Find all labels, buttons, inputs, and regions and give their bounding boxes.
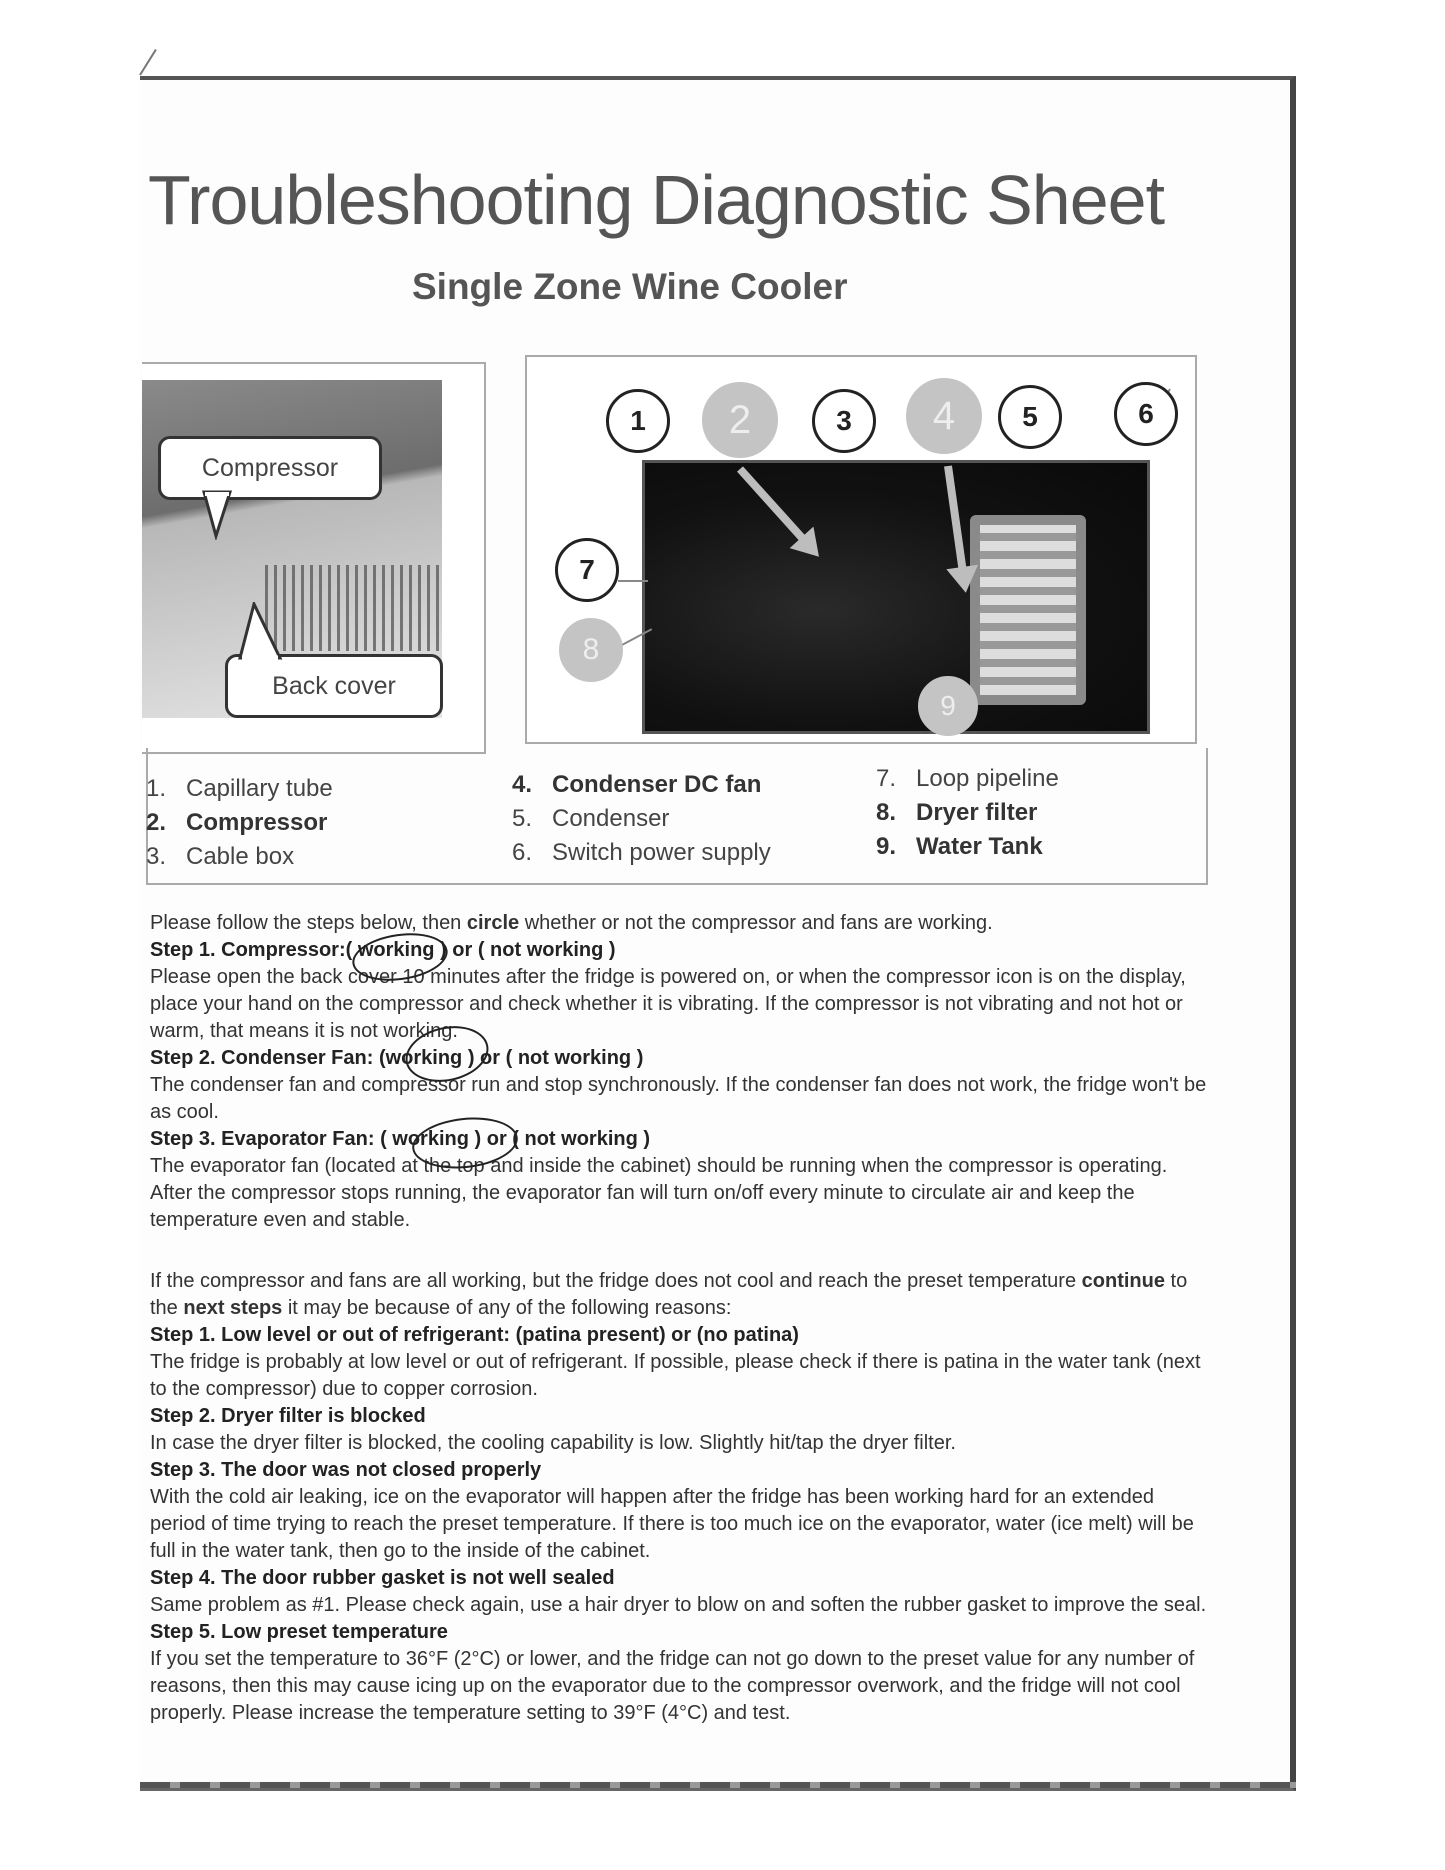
- callout-compressor-pointer: [200, 490, 240, 540]
- instructions-body: [150, 910, 1210, 1727]
- legend-column-2: [512, 768, 771, 870]
- legend-column-3: [876, 762, 1059, 864]
- legend-item: 1. Capillary tube: [146, 775, 333, 802]
- leader-7: [618, 580, 648, 582]
- callout-number-6: 6: [1114, 382, 1178, 446]
- step2-text: The condenser fan and compressor run and stop synchronously. If the condenser fan does not work, the fridge won't be as cool.: [150, 1074, 1207, 1123]
- step1-heading: Step 1. Compressor:( working ) or ( not working ): [150, 939, 616, 961]
- callout-number-9: 9: [918, 676, 978, 736]
- reason2-text: In case the dryer filter is blocked, the cooling capability is low. Slightly hit/tap the dryer filter.: [150, 1432, 956, 1454]
- section2-intro: If the compressor and fans are all working, but the fridge does not cool and reach the preset temperature continue to the next steps it may be because of any of the following reasons:: [150, 1270, 1188, 1319]
- legend-item: 9. Water Tank: [876, 833, 1043, 860]
- legend-item: 2. Compressor: [146, 809, 328, 836]
- reason3-heading: Step 3. The door was not closed properly: [150, 1459, 542, 1481]
- page-title: Troubleshooting Diagnostic Sheet: [148, 161, 1165, 239]
- callout-back-cover-pointer: [236, 602, 286, 662]
- callout-number-7: 7: [555, 538, 619, 602]
- legend-item: 6. Switch power supply: [512, 839, 771, 866]
- legend-item: 4. Condenser DC fan: [512, 771, 762, 798]
- callout-back-cover: Back cover: [225, 654, 443, 718]
- reason2-heading: Step 2. Dryer filter is blocked: [150, 1405, 426, 1427]
- legend-item: 8. Dryer filter: [876, 799, 1038, 826]
- reason5-heading: Step 5. Low preset temperature: [150, 1621, 448, 1643]
- page-subtitle: Single Zone Wine Cooler: [412, 266, 848, 307]
- step2-heading: Step 2. Condenser Fan: (working ) or ( not working ): [150, 1047, 644, 1069]
- callout-number-2: 2: [702, 382, 778, 458]
- reason3-text: With the cold air leaking, ice on the evaporator will happen after the fridge has been working hard for an extended period of time trying to reach the preset temperature. If there is too much ice on the evaporator, water (ice melt) will be full in the water tank, then go to the inside of the cabinet.: [150, 1486, 1194, 1562]
- legend-item: 7. Loop pipeline: [876, 765, 1059, 792]
- callout-number-1: 1: [606, 389, 670, 453]
- legend-item: 3. Cable box: [146, 843, 295, 870]
- legend-item: 5. Condenser: [512, 805, 670, 832]
- section1-intro: Please follow the steps below, then circle whether or not the compressor and fans are working.: [150, 912, 993, 934]
- reason5-text: If you set the temperature to 36°F (2°C) or lower, and the fridge can not go down to the preset value for any number of reasons, then this may cause icing up on the evaporator due to the compressor overwork, and the fridge will not cool properly. Please increase the temperature setting to 39°F (4°C) and test.: [150, 1648, 1195, 1724]
- page-bottom-edge: [140, 1782, 1296, 1788]
- reason1-heading: Step 1. Low level or out of refrigerant: (patina present) or (no patina): [150, 1324, 799, 1346]
- step1-text: Please open the back cover 10 minutes after the fridge is powered on, or when the compressor icon is on the display, place your hand on the compressor and check whether it is vibrating. If the compressor is not vibrating and not hot or warm, that means it is not working.: [150, 966, 1186, 1042]
- callout-number-4: 4: [906, 378, 982, 454]
- callout-compressor: Compressor: [158, 436, 382, 500]
- step3-heading: Step 3. Evaporator Fan: ( working ) or ( not working ): [150, 1128, 651, 1150]
- callout-number-3: 3: [812, 389, 876, 453]
- legend-column-1: [146, 772, 333, 874]
- reason1-text: The fridge is probably at low level or out of refrigerant. If possible, please check if there is patina in the water tank (next to the compressor) due to copper corrosion.: [150, 1351, 1201, 1400]
- callout-number-5: 5: [998, 385, 1062, 449]
- step3-text: The evaporator fan (located at the top and inside the cabinet) should be running when the compressor is operating. After the compressor stops running, the evaporator fan will turn on/off every minute to circulate air and keep the temperature even and stable.: [150, 1155, 1168, 1231]
- reason4-text: Same problem as #1. Please check again, use a hair dryer to blow on and soften the rubber gasket to improve the seal.: [150, 1594, 1207, 1616]
- condenser-coil-illustration: [970, 515, 1086, 705]
- reason4-heading: Step 4. The door rubber gasket is not well sealed: [150, 1567, 615, 1589]
- back-cover-grill: [265, 565, 445, 651]
- callout-number-8: 8: [559, 618, 623, 682]
- corner-mark: [139, 49, 157, 76]
